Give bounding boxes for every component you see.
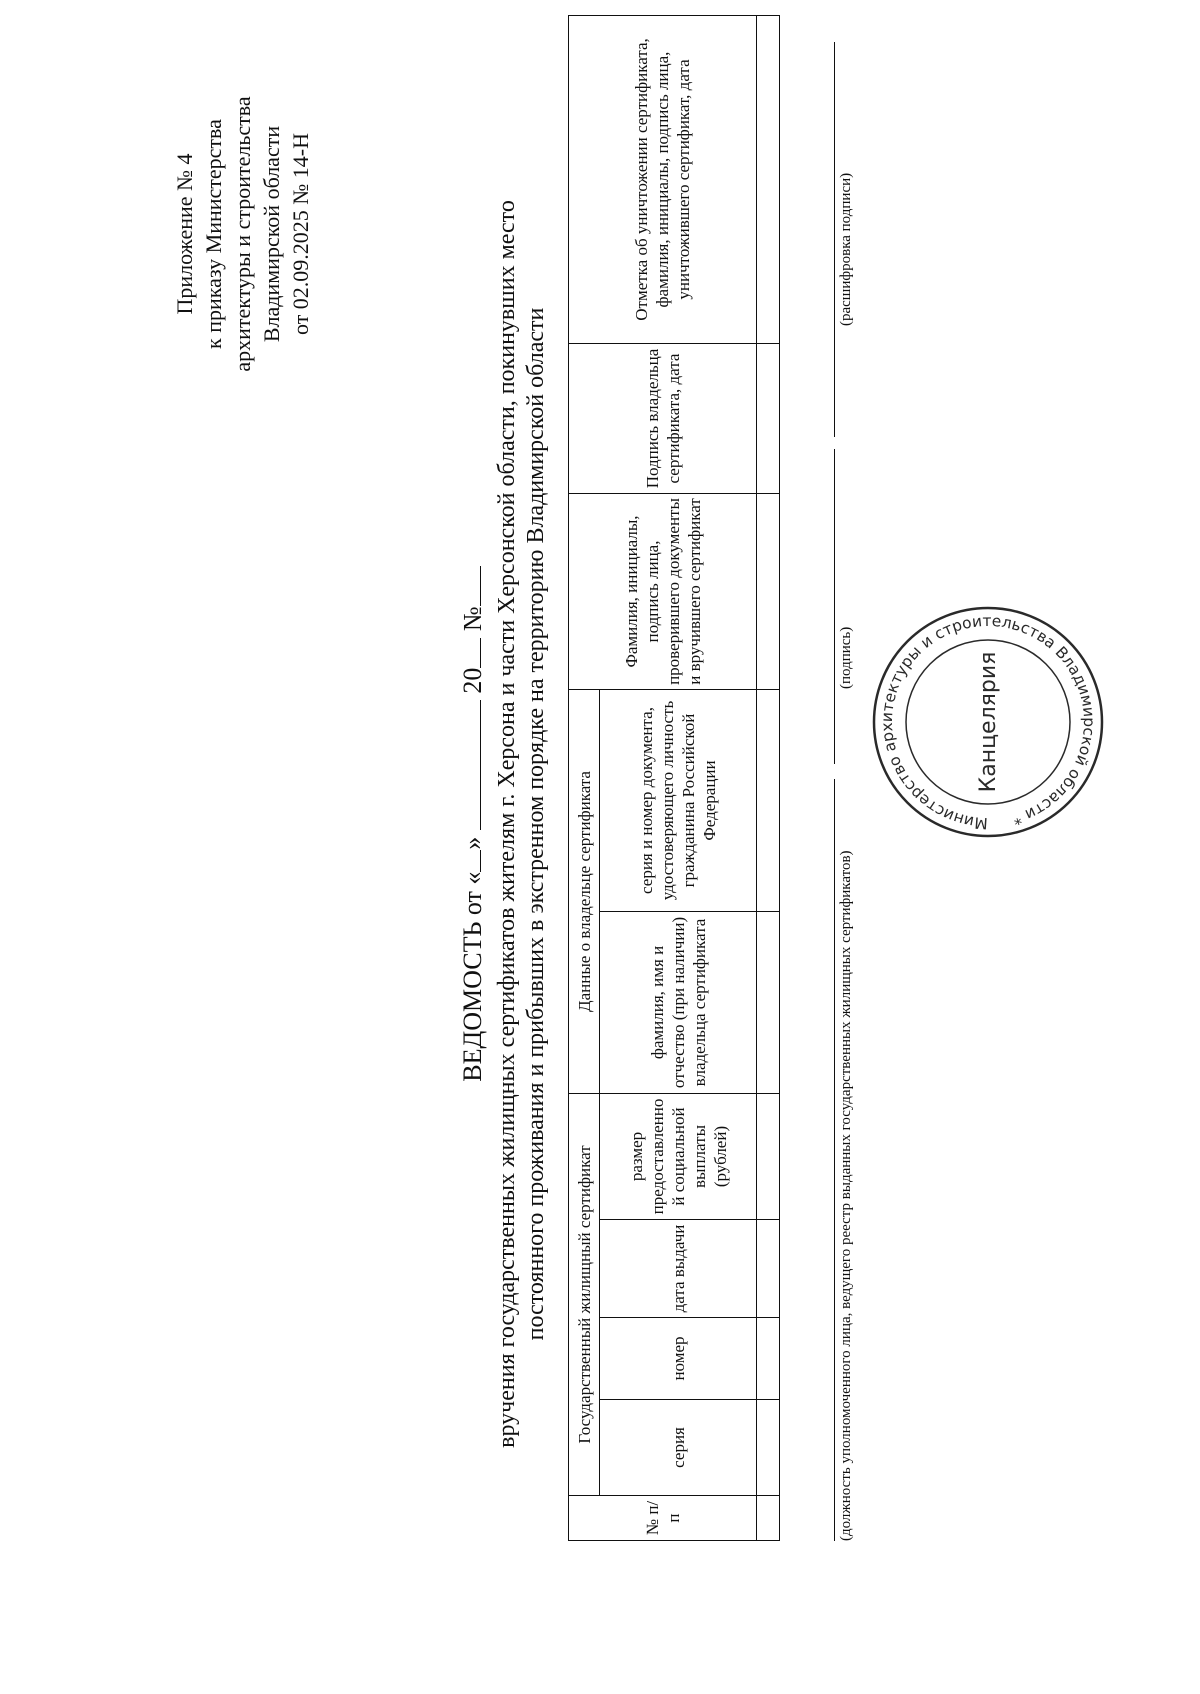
appendix-line: Владимирской области — [259, 125, 284, 343]
decoding-caption: (расшифровка подписи) — [838, 172, 854, 326]
table-cell — [757, 1318, 780, 1400]
col-header-document: серия и номер документа, удостоверяющего личность гражданина Российской Федерации — [600, 690, 757, 912]
signature-line — [834, 449, 835, 764]
position-line — [834, 779, 835, 1541]
table-cell — [757, 690, 780, 912]
document-title — [458, 194, 551, 1454]
table-cell — [757, 1496, 780, 1541]
office-stamp — [868, 602, 1108, 842]
year-blank — [458, 638, 481, 668]
table-cell — [757, 1094, 780, 1220]
table-cell — [757, 912, 780, 1094]
title-year-prefix: 20 — [458, 667, 487, 694]
month-blank — [458, 700, 481, 830]
decoding-line — [834, 42, 835, 437]
title-heading — [458, 194, 487, 1454]
col-header-destroy: Отметка об уничтожении сертификата, фамилия, инициалы, подпись лица, уничтожившего сертификат, дата — [569, 16, 757, 344]
col-header-date: дата выдачи — [600, 1220, 757, 1318]
stamp-graphic — [868, 602, 1108, 842]
title-number-sign: № — [458, 606, 487, 632]
appendix-line: от 02.09.2025 № 14-Н — [288, 132, 313, 336]
title-vedomost: ВЕДОМОСТЬ от « — [458, 871, 487, 1082]
col-header-num: № п/п — [569, 1496, 757, 1541]
stamp-ring-text: Министерство архитектуры и строительства Владимирской области * — [877, 611, 1099, 833]
group-header-owner: Данные о владельце сертификата — [569, 690, 600, 1094]
subtitle-line: вручения государственных жилищных сертификатов жителям г. Херсона и части Херсонской области, покинувших место — [494, 200, 520, 1448]
col-header-checker: Фамилия, инициалы, подпись лица, проверившего документы и вручившего сертификат — [569, 494, 757, 690]
appendix-line: архитектуры и строительства — [230, 96, 255, 372]
title-quote-close: » — [458, 836, 487, 850]
position-caption: (должность уполномоченного лица, ведущего реестр выданных государственных жилищных сертификатов) — [838, 850, 854, 1541]
col-header-amount: размер предоставленно й социальной выплаты (рублей) — [600, 1094, 757, 1220]
day-blank — [458, 850, 481, 872]
table-cell — [757, 1400, 780, 1496]
col-header-signature: Подпись владельца сертификата, дата — [569, 344, 757, 494]
table-cell — [757, 1220, 780, 1318]
appendix-line: Приложение № 4 — [172, 153, 197, 315]
subtitle-line: постоянного проживания и прибывших в экстренном порядке на территорию Владимирской области — [523, 307, 549, 1341]
group-header-certificate: Государственный жилищный сертификат — [569, 1094, 600, 1496]
vedomost-table — [568, 15, 780, 1541]
stamp-center-text: Канцелярия — [976, 651, 1001, 793]
signature-caption: (подпись) — [838, 626, 854, 689]
appendix-line: к приказу Министерства — [201, 119, 226, 349]
table-row — [757, 16, 780, 1541]
title-subtitle — [493, 194, 551, 1454]
table-cell — [757, 494, 780, 690]
col-header-fio: фамилия, имя и отчество (при наличии) владельца сертификата — [600, 912, 757, 1094]
col-header-number: номер — [600, 1318, 757, 1400]
number-blank — [458, 566, 481, 606]
table-cell — [757, 16, 780, 344]
col-header-series: серия — [600, 1400, 757, 1496]
table-cell — [757, 344, 780, 494]
appendix-block — [170, 64, 315, 404]
